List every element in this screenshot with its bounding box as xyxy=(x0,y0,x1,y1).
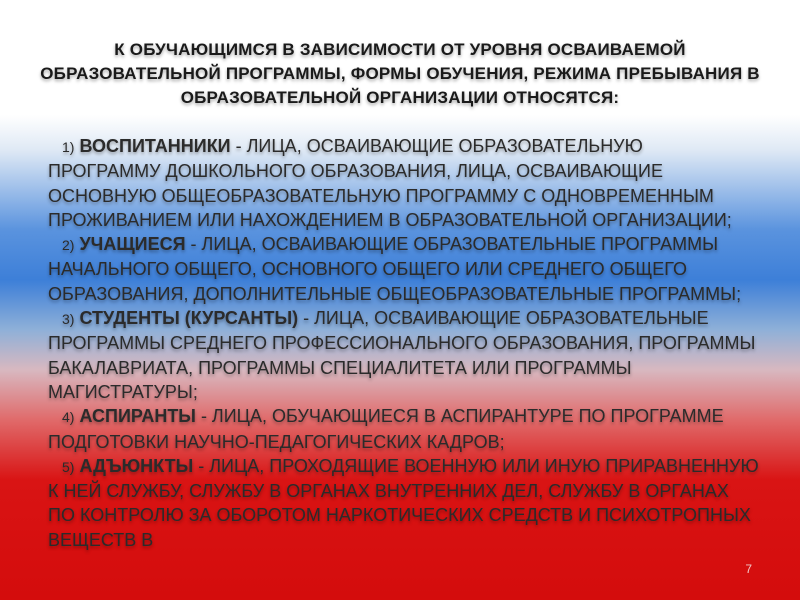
item-text: - ЛИЦА, ОСВАИВАЮЩИЕ ОБРАЗОВАТЕЛЬНУЮ ПРОГРАММУ ДОШКОЛЬНОГО ОБРАЗОВАНИЯ, ЛИЦА, ОСВАИВАЮЩИЕ ОСНОВНУЮ ОБЩЕОБРАЗОВАТЕЛЬНУЮ ПРОГРАММУ С ОДНОВРЕМЕННЫМ ПРОЖИВАНИЕМ ИЛИ НАХОЖДЕНИЕМ В ОБРАЗОВАТЕЛЬНОЙ ОРГАНИЗАЦИИ; xyxy=(48,136,732,230)
list-item-4 xyxy=(48,404,760,454)
item-text: - ЛИЦА, ОБУЧАЮЩИЕСЯ В АСПИРАНТУРЕ ПО ПРОГРАММЕ ПОДГОТОВКИ НАУЧНО-ПЕДАГОГИЧЕСКИХ КАДРОВ; xyxy=(48,406,724,452)
list-item-3 xyxy=(48,306,760,404)
item-term: АДЪЮНКТЫ xyxy=(79,455,194,476)
item-text: - ЛИЦА, ПРОХОДЯЩИЕ ВОЕННУЮ ИЛИ ИНУЮ ПРИРАВНЕННУЮ К НЕЙ СЛУЖБУ, СЛУЖБУ В ОРГАНАХ ВНУТРЕННИХ ДЕЛ, СЛУЖБУ В ОРГАНАХ ПО КОНТРОЛЮ ЗА ОБОРОТОМ НАРКОТИЧЕСКИХ СРЕДСТВ И ПСИХОТРОПНЫХ ВЕЩЕСТВ В xyxy=(48,455,759,550)
list-item-5 xyxy=(48,454,760,552)
list-item-1 xyxy=(48,134,760,232)
item-term: ВОСПИТАННИКИ xyxy=(79,136,231,156)
item-text: - ЛИЦА, ОСВАИВАЮЩИЕ ОБРАЗОВАТЕЛЬНЫЕ ПРОГРАММЫ СРЕДНЕГО ПРОФЕССИОНАЛЬНОГО ОБРАЗОВАНИЯ, ПРОГРАММЫ БАКАЛАВРИАТА, ПРОГРАММЫ СПЕЦИАЛИТЕТА ИЛИ ПРОГРАММЫ МАГИСТРАТУРЫ; xyxy=(48,308,756,402)
item-term: СТУДЕНТЫ (КУРСАНТЫ) xyxy=(79,308,299,329)
item-number: 5) xyxy=(62,458,75,475)
list-item-2 xyxy=(48,232,760,306)
item-number: 4) xyxy=(62,409,75,426)
item-term: АСПИРАНТЫ xyxy=(79,406,196,427)
item-number: 3) xyxy=(62,311,75,328)
page-number: 7 xyxy=(745,562,752,576)
item-number: 1) xyxy=(62,139,75,155)
item-term: УЧАЩИЕСЯ xyxy=(79,234,186,255)
slide-body xyxy=(48,134,760,552)
slide-title: К ОБУЧАЮЩИМСЯ В ЗАВИСИМОСТИ ОТ УРОВНЯ ОСВАИВАЕМОЙ ОБРАЗОВАТЕЛЬНОЙ ПРОГРАММЫ, ФОРМЫ ОБУЧЕНИЯ, РЕЖИМА ПРЕБЫВАНИЯ В ОБРАЗОВАТЕЛЬНОЙ ОРГАНИЗАЦИИ ОТНОСЯТСЯ: xyxy=(40,40,760,107)
item-number: 2) xyxy=(62,237,75,254)
item-text: - ЛИЦА, ОСВАИВАЮЩИЕ ОБРАЗОВАТЕЛЬНЫЕ ПРОГРАММЫ НАЧАЛЬНОГО ОБЩЕГО, ОСНОВНОГО ОБЩЕГО ИЛИ СРЕДНЕГО ОБЩЕГО ОБРАЗОВАНИЯ, ДОПОЛНИТЕЛЬНЫЕ ОБЩЕОБРАЗОВАТЕЛЬНЫЕ ПРОГРАММЫ; xyxy=(48,234,742,304)
